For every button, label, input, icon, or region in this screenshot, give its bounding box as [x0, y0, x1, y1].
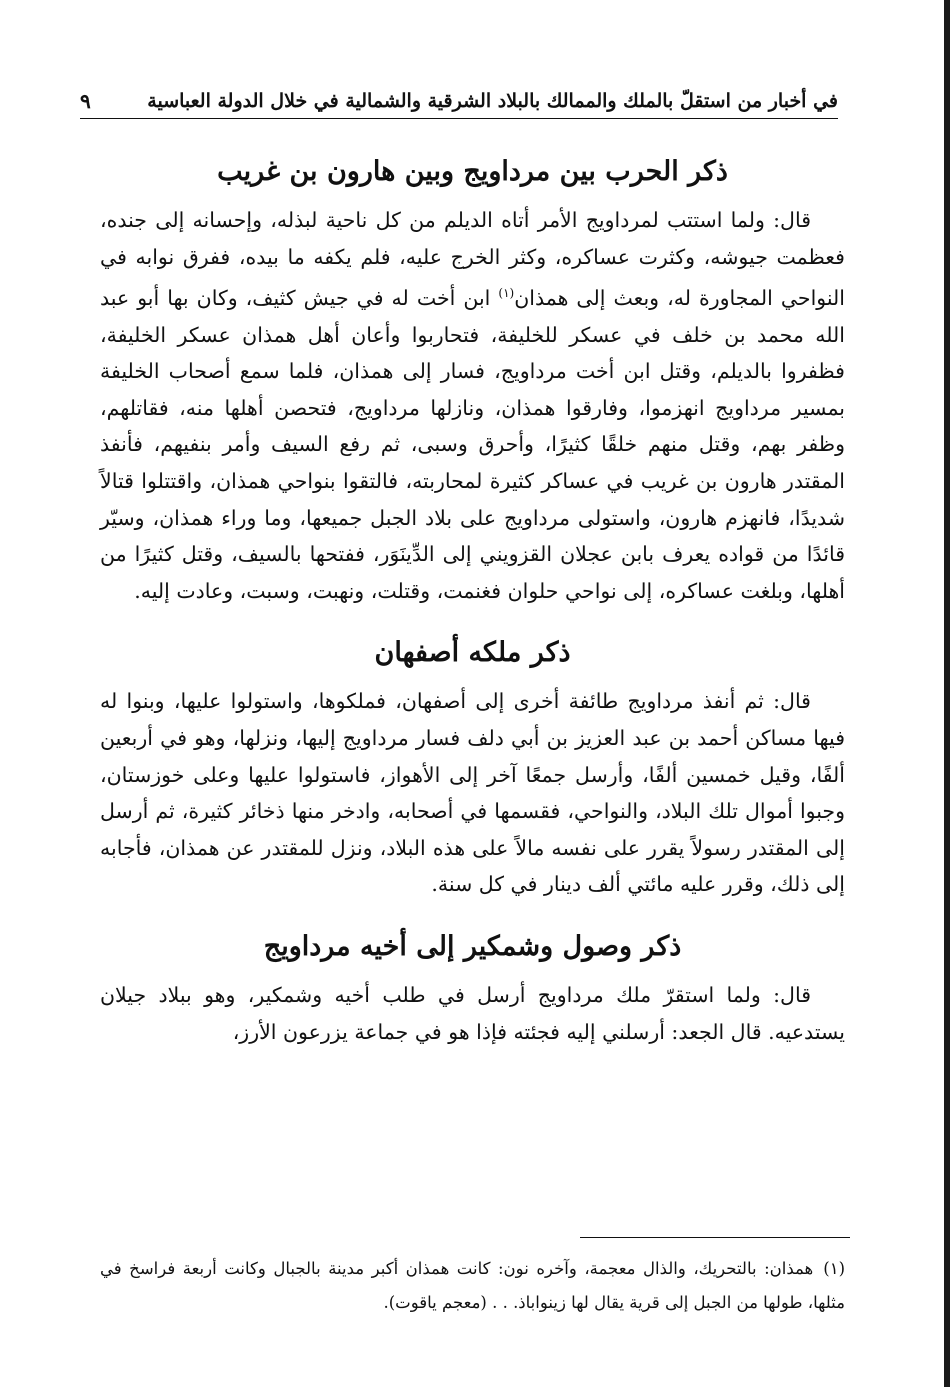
paragraph-text: قال: ولما استتب لمرداويج الأمر أتاه الديلم من كل ناحية لبذله، وإحسانه إلى جنده، فعظمت جيوشه، وكثرت عساكره، وكثر الخرج عليه، فلم يكفه ما بيده، ففرق نوابه في النواحي المجاورة له، وبعث إلى همذان	[100, 208, 845, 311]
running-title: في أخبار من استقلّ بالملك والممالك بالبلاد الشرقية والشمالية في خلال الدولة العباسية	[147, 90, 838, 112]
footnote-marker: (١)	[498, 286, 515, 301]
page-edge-shadow	[944, 0, 950, 1387]
main-text	[100, 142, 845, 1050]
section-heading: ذكر وصول وشمكير إلى أخيه مرداويج	[263, 930, 682, 962]
section-paragraph: قال: ثم أنفذ مرداويج طائفة أخرى إلى أصفهان، فملكوها، واستولوا عليها، وبنوا له فيها مساكن أحمد بن عبد العزيز بن أبي دلف فسار مرداويج إليها، ونزلها، وهو في أربعين ألفًا، وقيل خمسين ألفًا، وأرسل جمعًا آخر إلى الأهواز، فاستولوا عليها وعلى خوزستان، وجبوا أموال تلك البلاد، والنواحي، فقسمها في أصحابه، وادخر منها ذخائر كثيرة، ثم أرسل إلى المقتدر رسولاً يقرر على نفسه مالاً على هذه البلاد، ونزل للمقتدر عن همذان، فأجابه إلى ذلك، وقرر عليه مائتي ألف دينار في كل سنة.	[100, 689, 845, 897]
running-header	[80, 84, 838, 119]
section-heading: ذكر ملكه أصفهان	[374, 637, 571, 669]
section-paragraph	[100, 202, 845, 609]
footnote-number: (١)	[823, 1259, 845, 1278]
section-gap	[100, 903, 845, 917]
footnote-text: همذان: بالتحريك، والذال معجمة، وآخره نون: كانت همذان أكبر مدينة بالجبال وكانت أربعة فراسخ في مثلها، طولها من الجبل إلى قرية يقال لها زينواباذ. . . (معجم ياقوت).	[100, 1259, 845, 1312]
section-gap	[100, 609, 845, 623]
footnote	[100, 1252, 845, 1320]
page-number: ٩	[80, 89, 91, 113]
paragraph-text: ابن أخت له في جيش كثيف، وكان بها أبو عبد الله محمد بن خلف في عسكر للخليفة، فتحاربوا وأعان أهل همذان عسكر الخليفة، فظفروا بالديلم، وقتل ابن أخت مرداويج، فسار إلى همذان، فلما سمع أصحاب الخليفة بمسير مرداويج انهزموا، وفارقوا همذان، ونازلها مرداويج، فتحصن أهلها منه، فقاتلهم، وظفر بهم، وقتل منهم خلقًا كثيرًا، وأحرق وسبى، ثم رفع السيف وأمر بنفيهم، فأنفذ المقتدر هارون بن غريب في عساكر كثيرة لمحاربته، فالتقوا بنواحي همذان، واقتتلوا قتالاً شديدًا، فانهزم هارون، واستولى مرداويج على بلاد الجبل جميعها، وما وراء همذان، وسيّر قائدًا من قواده يعرف بابن عجلان القزويني إلى الدِّينَوَر، ففتحها بالسيف، وقتل كثيرًا من أهلها، وبلغت عساكره، إلى نواحي حلوان فغنمت، وقتلت، ونهبت، وسبت، وعادت إليه.	[100, 286, 845, 603]
section-paragraph: قال: ولما استقرّ ملك مرداويج أرسل في طلب أخيه وشمكير، وهو ببلاد جيلان يستدعيه. قال الجعد: أرسلني إليه فجئته فإذا هو في جماعة يزرعون الأرز،	[100, 982, 845, 1044]
footnote-separator	[580, 1237, 850, 1238]
section-heading: ذكر الحرب بين مرداويج وبين هارون بن غريب	[217, 156, 728, 187]
